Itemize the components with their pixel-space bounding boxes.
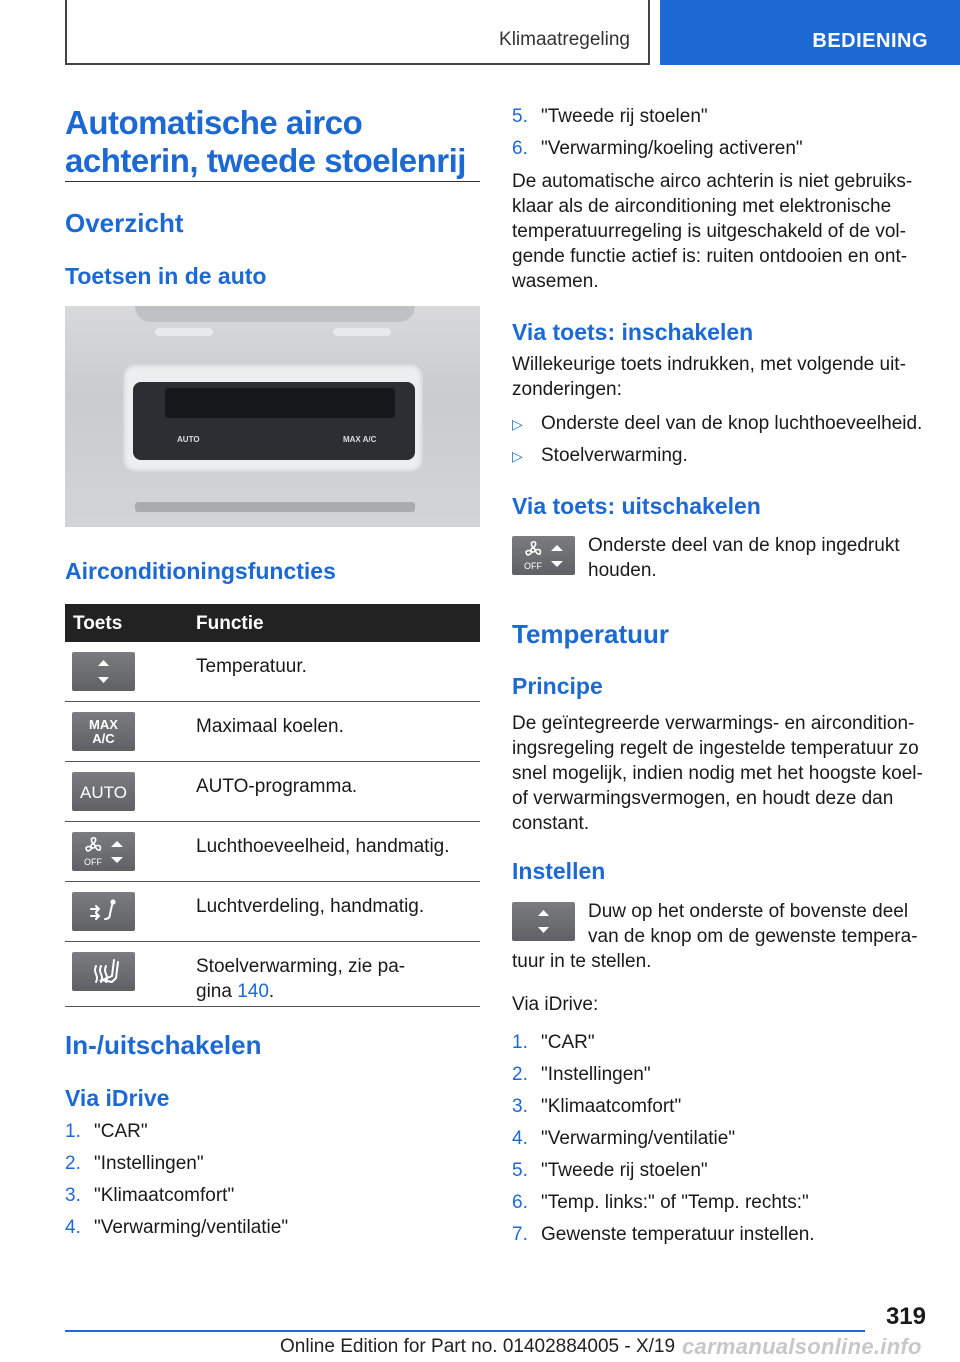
page-title-line-1: Automatische airco <box>65 104 363 141</box>
list-text: "Tweede rij stoelen" <box>541 1160 708 1181</box>
list-number: 6. <box>512 138 528 159</box>
header-section-title: Klimaatregeling <box>499 29 630 50</box>
list-text: "Verwarming/ventilatie" <box>94 1217 289 1238</box>
svg-text:OFF: OFF <box>84 857 102 867</box>
photo-vent-slot <box>333 328 391 336</box>
svg-text:A/C: A/C <box>92 731 115 746</box>
list-number: 1. <box>65 1121 81 1142</box>
list-text: Stoelverwarming. <box>541 445 688 466</box>
temperature-arrows-icon <box>72 652 135 691</box>
text-line: De automatische airco achterin is niet gebruiks- <box>512 171 913 192</box>
photo-button-auto: AUTO <box>177 434 200 444</box>
list-text: "Klimaatcomfort" <box>94 1185 235 1206</box>
table-cell-function: Maximaal koelen. <box>196 716 344 737</box>
photo-button-row <box>137 424 411 454</box>
heading-via-idrive: Via iDrive <box>65 1085 170 1111</box>
photo-button-max-ac: MAX A/C <box>342 434 377 444</box>
text-line: klaar als de airconditioning met elektronische <box>512 196 892 217</box>
watermark: carmanualsonline.info <box>682 1334 922 1359</box>
list-item <box>512 101 930 133</box>
text-line: gende functie actief is: ruiten ontdooien en ont- <box>512 246 908 267</box>
control-panel-photo <box>65 306 480 527</box>
text-line: De geïntegreerde verwarmings- en aircondition- <box>512 713 915 734</box>
paragraph-on <box>512 352 932 402</box>
text-line: houden. <box>588 560 657 581</box>
list-item <box>65 1116 480 1148</box>
heading-keys-in-car: Toetsen in de auto <box>65 263 267 289</box>
list-item <box>65 1212 480 1244</box>
list-text: "Tweede rij stoelen" <box>541 106 708 127</box>
page-number: 319 <box>885 1303 926 1330</box>
list-item <box>512 1155 932 1187</box>
seat-heating-icon <box>72 952 135 991</box>
table-header-function: Functie <box>196 613 264 634</box>
list-number: 2. <box>65 1153 81 1174</box>
list-item <box>512 133 930 165</box>
table-row <box>65 642 480 702</box>
list-number: 7. <box>512 1224 528 1245</box>
temperature-arrows-icon <box>512 902 575 941</box>
svg-text:MAX: MAX <box>89 717 118 732</box>
seat-heating-text-prefix: gina <box>196 981 238 1002</box>
svg-text:OFF: OFF <box>524 561 542 571</box>
text-line: constant. <box>512 813 590 834</box>
auto-icon <box>72 772 135 811</box>
heading-via-key-on: Via toets: inschakelen <box>512 319 754 345</box>
table-row <box>65 702 480 762</box>
list-item <box>65 1180 480 1212</box>
paragraph-set <box>588 899 928 949</box>
list-text: "Klimaatcomfort" <box>541 1096 682 1117</box>
table-row <box>65 882 480 942</box>
bullet-triangle-icon: ▷ <box>512 448 523 464</box>
via-idrive-label: Via iDrive: <box>512 994 599 1015</box>
photo-ceiling-trim <box>135 306 415 322</box>
list-text: "Verwarming/ventilatie" <box>541 1128 736 1149</box>
text-line: Duw op het onderste of bovenste deel <box>588 901 909 922</box>
table-cell-function: Luchtverdeling, handmatig. <box>196 896 425 917</box>
footer-edition: Online Edition for Part no. 01402884005 - X/19 <box>280 1336 676 1357</box>
text-line: of verwarmingsvermogen, en houdt deze dan <box>512 788 894 809</box>
list-item <box>512 440 932 472</box>
photo-vent-slot <box>155 328 213 336</box>
list-item <box>512 1219 932 1251</box>
list-item <box>512 1059 932 1091</box>
heading-ac-functions: Airconditioningsfuncties <box>65 558 336 584</box>
header-chapter-tab <box>660 0 960 65</box>
max-ac-icon <box>72 712 135 751</box>
svg-text:AUTO: AUTO <box>80 783 127 802</box>
table-cell-function: Luchthoeveelheid, handmatig. <box>196 836 450 857</box>
header-section-box <box>65 0 650 65</box>
header-chapter-title: BEDIENING <box>812 30 928 52</box>
idrive-steps-continued <box>512 101 930 165</box>
table-cell-function <box>196 954 476 1004</box>
text-line: van de knop om de gewenste tempera- <box>588 926 918 947</box>
list-number: 6. <box>512 1192 528 1213</box>
paragraph-off <box>588 533 928 583</box>
photo-bottom-vent <box>135 502 415 512</box>
table-row <box>65 822 480 882</box>
table-header <box>65 604 480 642</box>
heading-temperature: Temperatuur <box>512 619 669 649</box>
list-number: 2. <box>512 1064 528 1085</box>
list-text: Gewenste temperatuur instellen. <box>541 1224 815 1245</box>
list-number: 3. <box>65 1185 81 1206</box>
text-line: temperatuurregeling is uitgeschakeld of de vol- <box>512 221 906 242</box>
text-line: snel mogelijk, indien nodig met het hoogste koel- <box>512 763 923 784</box>
table-row <box>65 762 480 822</box>
text-line: Onderste deel van de knop ingedrukt <box>588 535 900 556</box>
paragraph-not-ready <box>512 169 932 294</box>
text-line: zonderingen: <box>512 379 622 400</box>
list-text: "CAR" <box>94 1121 148 1142</box>
heading-principle: Principe <box>512 673 603 699</box>
title-rule <box>65 181 480 182</box>
list-number: 5. <box>512 1160 528 1181</box>
footer-rule <box>65 1330 865 1332</box>
list-text: "Verwarming/koeling activeren" <box>541 138 803 159</box>
list-item <box>512 1187 932 1219</box>
paragraph-principle <box>512 711 932 836</box>
list-number: 1. <box>512 1032 528 1053</box>
fan-off-icon <box>72 832 135 871</box>
list-number: 3. <box>512 1096 528 1117</box>
text-line: ingsregeling regelt de ingestelde temperatuur zo <box>512 738 919 759</box>
table-row <box>65 942 480 1007</box>
list-text: "Instellingen" <box>94 1153 204 1174</box>
text-line: wasemen. <box>512 271 599 292</box>
table-cell-function: Temperatuur. <box>196 656 307 677</box>
page-title-line-2: achterin, tweede stoelenrij <box>65 142 466 179</box>
fan-off-icon <box>512 536 575 575</box>
temperature-steps-list <box>512 1027 932 1251</box>
table-header-key: Toets <box>73 613 123 634</box>
list-item <box>65 1148 480 1180</box>
list-text: "CAR" <box>541 1032 595 1053</box>
seat-heating-text-line1: Stoelverwarming, zie pa- <box>196 956 406 977</box>
page-title <box>65 104 466 180</box>
page-link-140[interactable]: 140 <box>237 981 269 1002</box>
list-number: 4. <box>65 1217 81 1238</box>
bullet-triangle-icon: ▷ <box>512 416 523 432</box>
heading-set: Instellen <box>512 858 606 884</box>
seat-heating-text-suffix: . <box>268 981 275 1002</box>
list-item <box>512 1027 932 1059</box>
on-exceptions-list <box>512 408 932 472</box>
list-item <box>512 408 932 440</box>
heading-via-key-off: Via toets: uitschakelen <box>512 493 761 519</box>
paragraph-set-cont: tuur in te stellen. <box>512 951 652 972</box>
list-number: 5. <box>512 106 528 127</box>
air-distribution-icon <box>72 892 135 931</box>
list-item <box>512 1123 932 1155</box>
list-text: "Temp. links:" of "Temp. rechts:" <box>541 1192 809 1213</box>
functions-table <box>65 604 480 1007</box>
table-cell-function: AUTO-programma. <box>196 776 358 797</box>
list-text: Onderste deel van de knop luchthoeveelheid. <box>541 413 923 434</box>
heading-on-off: In-/uitschakelen <box>65 1030 262 1060</box>
heading-overview: Overzicht <box>65 208 184 238</box>
list-text: "Instellingen" <box>541 1064 651 1085</box>
list-item <box>512 1091 932 1123</box>
list-number: 4. <box>512 1128 528 1149</box>
text-line: Willekeurige toets indrukken, met volgende uit- <box>512 354 906 375</box>
idrive-steps-list <box>65 1116 480 1244</box>
photo-display <box>165 388 395 418</box>
